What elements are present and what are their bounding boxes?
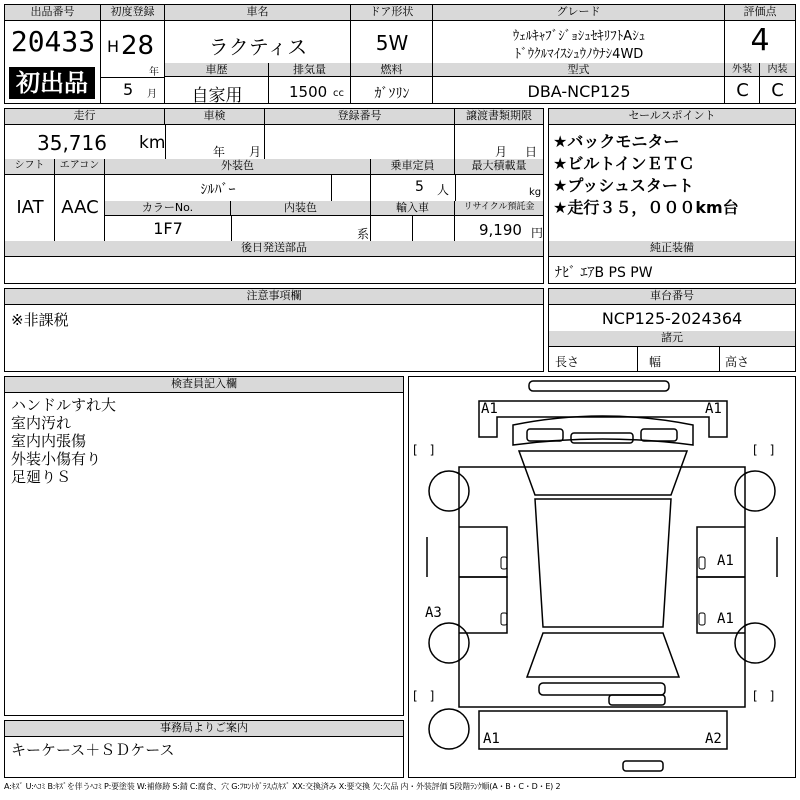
model-value: ラクティス (208, 35, 308, 59)
load-unit: kg (529, 187, 542, 198)
recycle-value: 9,190 (479, 221, 522, 239)
sales-point: ★ビルトインＥＴＣ (553, 154, 695, 173)
reg-no-label: 登録番号 (265, 109, 455, 125)
import-label: 輸入車 (371, 201, 455, 216)
lot-label: 出品番号 (5, 5, 100, 21)
type-section (433, 63, 725, 103)
damage-mark-front-left: A1 (481, 401, 498, 417)
insp-month-unit: 月 (249, 145, 262, 159)
chassis-block (548, 288, 796, 372)
length-label: 長さ (555, 355, 580, 369)
inspector-note: 室内内張傷 (11, 432, 87, 450)
year-prefix: H (107, 37, 120, 56)
chassis-header: 車台番号 (549, 289, 795, 305)
grade-line-2: ﾄﾞｳｸﾙﾏｲｽｼｭｳﾉｳﾅｼ4WD (514, 47, 644, 62)
history-value: 自家用 (191, 86, 243, 106)
car-outline (409, 377, 795, 777)
sales-points-header: セールスポイント (549, 109, 795, 125)
fuel-value: ｶﾞｿﾘﾝ (374, 86, 410, 102)
capacity-unit: 人 (437, 183, 450, 197)
sales-point: ★バックモニター (553, 132, 680, 151)
score-section (725, 5, 795, 65)
car-diagram (408, 376, 796, 778)
header-block (4, 4, 796, 104)
grade-label: グレード (433, 5, 724, 21)
bracket-marker: [ ] (413, 443, 435, 457)
inspector-note: ハンドルすれ大 (11, 396, 117, 414)
inspector-note: 室内汚れ (11, 414, 72, 432)
damage-mark-right-front-door: A1 (717, 553, 734, 569)
color-no-value: 1F7 (153, 219, 183, 238)
width-label: 幅 (649, 355, 662, 369)
insp-year-unit: 年 (213, 145, 226, 159)
genuine-value: ﾅﾋﾞ ｴｱB PS PW (555, 265, 653, 281)
damage-mark-rear-right: A2 (705, 731, 722, 747)
genuine-header: 純正装備 (549, 241, 795, 257)
sales-point: ★プッシュスタート (553, 176, 694, 195)
lot-number: 20433 (10, 25, 96, 58)
damage-mark-right-rear-door: A1 (717, 611, 734, 627)
caution-header: 注意事項欄 (5, 289, 543, 305)
inspection-label: 車検 (165, 109, 265, 125)
height-label: 高さ (725, 355, 750, 369)
int-color-unit: 系 (357, 227, 370, 241)
color-no-label: カラーNo. (105, 201, 231, 216)
sales-points-block (548, 108, 796, 284)
bracket-marker: [ ] (753, 689, 775, 703)
first-listing-badge: 初出品 (9, 67, 95, 99)
inspector-header: 検査員記入欄 (5, 377, 403, 393)
chassis-number: NCP125-2024364 (601, 309, 743, 328)
type-value: DBA-NCP125 (527, 82, 631, 101)
lot-section (5, 5, 101, 103)
displacement-section (269, 63, 351, 103)
month-unit: 月 (147, 89, 157, 100)
capacity-value: 5 (415, 179, 424, 195)
ext-color-label: 外装色 (105, 159, 371, 175)
transfer-label: 譲渡書類期限 (455, 109, 543, 125)
mileage-label: 走行 (5, 109, 165, 125)
damage-mark-rear-left: A1 (483, 731, 500, 747)
transfer-month-unit: 月 (495, 145, 508, 159)
interior-label: 内装 (760, 63, 795, 77)
interior-section (760, 63, 795, 103)
spec-header: 諸元 (549, 331, 795, 347)
bracket-marker: [ ] (753, 443, 775, 457)
caution-text: ※非課税 (11, 311, 69, 329)
mileage-unit: km (139, 133, 166, 153)
mileage-value: 35,716 (37, 131, 107, 155)
office-header: 事務局よりご案内 (5, 721, 403, 737)
office-block (4, 720, 404, 778)
inspector-note: 足廻りＳ (11, 468, 72, 486)
later-parts-label: 後日発送部品 (5, 241, 543, 257)
displacement-value: 1500 (289, 83, 328, 101)
sales-point: ★走行３５，０００km台 (553, 198, 739, 217)
int-color-label: 内装色 (231, 201, 371, 216)
recycle-unit: 円 (531, 226, 544, 240)
bracket-marker: [ ] (413, 689, 435, 703)
ext-color-value: ｼﾙﾊﾞｰ (200, 182, 236, 198)
office-text: キーケース＋ＳＤケース (11, 741, 175, 759)
load-label: 最大積載量 (455, 159, 543, 175)
score-label: 評価点 (725, 5, 795, 21)
interior-value: C (771, 80, 784, 101)
first-reg-label: 初度登録 (101, 5, 164, 21)
door-value: 5W (375, 31, 409, 55)
month-value: 5 (123, 80, 134, 99)
fuel-label: 燃料 (351, 63, 432, 77)
type-label: 型式 (433, 63, 724, 77)
history-section (165, 63, 269, 106)
damage-mark-left-rear: A3 (425, 605, 442, 621)
damage-mark-front-right: A1 (705, 401, 722, 417)
recycle-label: リサイクル預託金 (455, 201, 543, 216)
capacity-label: 乗車定員 (371, 159, 455, 175)
fuel-section (351, 63, 433, 103)
transfer-day-unit: 日 (525, 145, 538, 159)
ac-label: エアコン (55, 159, 105, 175)
exterior-section (725, 63, 760, 103)
score-value: 4 (750, 23, 770, 58)
ac-value: AAC (61, 197, 99, 218)
inspector-note: 外装小傷有り (11, 450, 102, 468)
door-label: ドア形状 (351, 5, 432, 21)
exterior-label: 外装 (725, 63, 759, 77)
displacement-label: 排気量 (269, 63, 350, 77)
first-reg-section (101, 5, 165, 103)
legend-text: A:ｷｽﾞ U:ﾍｺﾐ B:ｷｽﾞを伴うﾍｺﾐ P:要塗装 W:補修跡 S:錆 C:腐食、穴 G:ﾌﾛﾝﾄｶﾞﾗｽ点ｷｽﾞ XX:交換済み X:要交換 欠:欠品 内・外装評価 5段階ﾗﾝｸ順(A・B・C・D・E) 2 (4, 782, 561, 791)
year-unit: 年 (149, 67, 159, 78)
year-value: 28 (121, 31, 155, 61)
history-label: 車歴 (165, 63, 268, 77)
grade-line-1: ｳｪﾙｷｬﾌﾞｼﾞｮｼｭｾｷﾘﾌﾄAｼｭ (512, 29, 646, 44)
displacement-unit: cc (333, 88, 344, 99)
exterior-value: C (736, 80, 749, 101)
caution-block (4, 288, 544, 372)
model-label: 車名 (165, 5, 350, 21)
shift-value: IAT (16, 197, 44, 218)
shift-label: シフト (5, 159, 55, 175)
inspector-block (4, 376, 404, 716)
